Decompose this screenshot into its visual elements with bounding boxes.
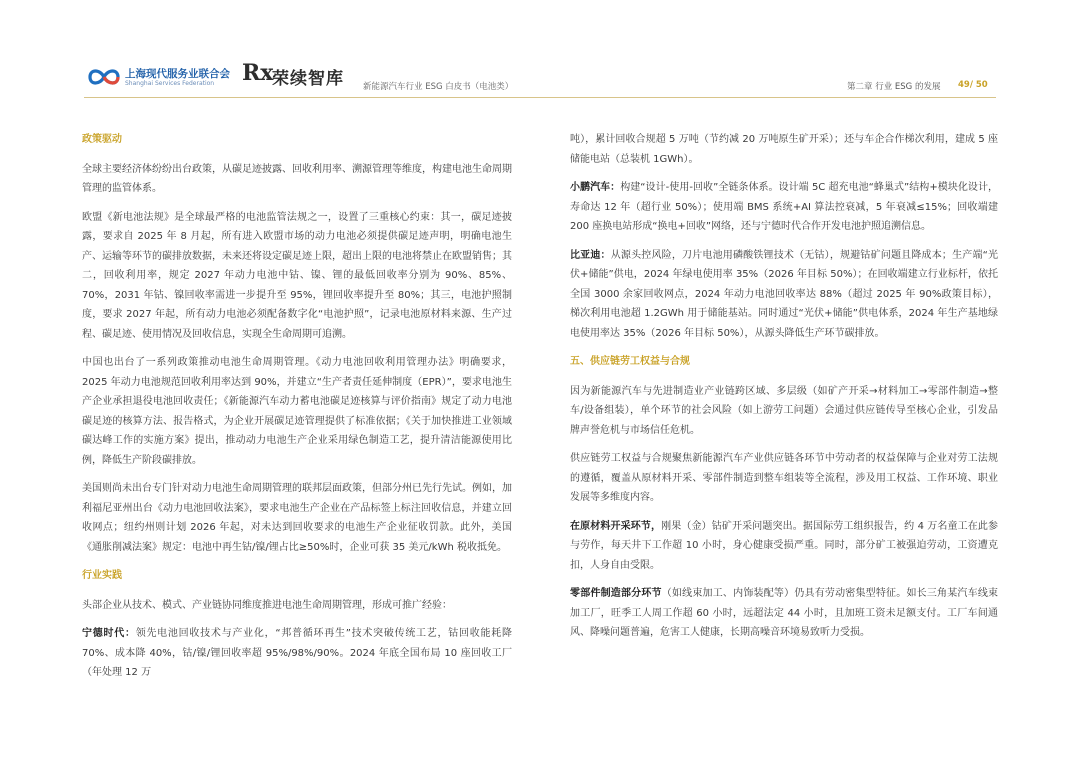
paragraph-lead: 在原材料开采环节， — [570, 520, 662, 532]
section-heading-policy: 政策驱动 — [82, 134, 122, 145]
header-divider — [84, 97, 996, 98]
paragraph: 比亚迪：从源头控风险，刀片电池用磷酸铁锂技术（无钴），规避钴矿问题且降成本；生产端“光伏+储能”供电，2024 年绿电使用率 35%（2026 年目标 50%）；在回收端建立行业标杆，依托全国 3000 余家回收网点，2024 年动力电池回收率达 88%（超过 2025 年 90%政策目标），梯次利用电池超 1.2GWh 用于储能基站。同时通过“光伏+储能”供电体系，2024 年生产基地绿电使用率达 35%（2026 年目标 50%），从源头降低生产环节碳排放。 — [570, 249, 998, 339]
brand-name: 荣续智库 — [272, 69, 344, 89]
paragraph: 吨），累计回收合规超 5 万吨（节约减 20 万吨原生矿开采）；还与车企合作梯次利用，建成 5 座储能电站（总装机 1GWh）。 — [570, 134, 998, 165]
left-column — [82, 130, 512, 692]
chapter-title: 第二章 行业 ESG 的发展 — [847, 82, 941, 92]
right-column — [570, 130, 998, 652]
paragraph: 欧盟《新电池法规》是全球最严格的电池监管法规之一，设置了三重核心约束：其一，碳足迹披露，要求自 2025 年 8 月起，所有进入欧盟市场的动力电池必须提供碳足迹声明，明确电池生产、运输等环节的碳排放数据，未来还将设定碳足迹上限，超出上限的电池将禁止在欧盟销售；其二，回收利用率，规定 2027 年动力电池中钴、镍、锂的最低回收率分别为 90%、85%、70%，2031 年钴、镍回收率需进一步提升至 95%，锂回收率提升至 80%；其三，电池护照制度，要求 2027 年起，所有动力电池必须配备数字化“电池护照”，记录电池原材料来源、生产过程、碳足迹、使用情况及回收信息，实现全生命周期可追溯。 — [82, 211, 512, 340]
paragraph: 宁德时代：领先电池回收技术与产业化，“邦普循环再生”技术突破传统工艺，钴回收能耗降 70%、成本降 40%，钴/镍/锂回收率超 95%/98%/90%。2024 年底全国布局 10 座回收工厂（年处理 12 万 — [82, 628, 512, 678]
section-heading-practice: 行业实践 — [82, 570, 122, 581]
paragraph-lead: 比亚迪： — [570, 249, 611, 261]
paragraph-lead: 小鹏汽车： — [570, 182, 621, 193]
page-number: 49/ 50 — [958, 80, 988, 90]
ssf-logo-icon — [87, 65, 121, 89]
paragraph: 头部企业从技术、模式、产业链协同维度推进电池生命周期管理，形成可推广经验： — [82, 599, 452, 611]
paragraph: 全球主要经济体纷纷出台政策，从碳足迹披露、回收利用率、溯源管理等维度，构建电池生命周期管理的监管体系。 — [82, 163, 512, 194]
paragraph: 美国则尚未出台专门针对动力电池生命周期管理的联邦层面政策，但部分州已先行先试。例如，加利福尼亚州出台《动力电池回收法案》，要求电池生产企业在产品标签上标注回收信息，并建立回收网点；纽约州则计划 2026 年起，对未达到回收要求的电池生产企业征收罚款。此外，美国《通胀削减法案》规定：电池中再生钴/镍/锂占比≥50%时，企业可获 35 美元/kWh 税收抵免。 — [82, 483, 512, 553]
paragraph: 在原材料开采环节，刚果（金）钴矿开采问题突出。据国际劳工组织报告，约 4 万名童工在此参与劳作，每天井下工作超 10 小时，身心健康受损严重。同时，部分矿工被强迫劳动，工资遭克扣，人身自由受限。 — [570, 520, 998, 571]
page-header — [0, 0, 1080, 110]
brand-mark: Rx — [242, 60, 274, 86]
paragraph: 供应链劳工权益与合规聚焦新能源汽车产业供应链各环节中劳动者的权益保障与企业对劳工法规的遵循，覆盖从原材料开采、零部件制造到整车组装等全流程，涉及用工权益、工作环境、职业发展等多维度内容。 — [570, 453, 998, 503]
brand-logo — [242, 62, 362, 92]
paragraph: 中国也出台了一系列政策推动电池生命周期管理。《动力电池回收利用管理办法》明确要求，2025 年动力电池规范回收利用率达到 90%，并建立“生产者责任延伸制度（EPR）”，要求电池生产企业承担退役电池回收责任；《新能源汽车动力蓄电池碳足迹核算与评价指南》规定了动力电池碳足迹的核算方法、报告格式，为企业开展碳足迹管理提供了标准依据；《关于加快推进工业领域碳达峰工作的实施方案》提出，推动动力电池生产企业采用绿色制造工艺，提升清洁能源使用比例，降低生产阶段碳排放。 — [82, 357, 512, 466]
ssf-logo — [87, 63, 247, 93]
paragraph-lead: 零部件制造部分环节 — [570, 588, 662, 599]
section-heading-labor: 五、供应链劳工权益与合规 — [570, 356, 690, 367]
org-name: 上海现代服务业联合会 — [125, 68, 230, 80]
org-name-en: Shanghai Services Federation — [125, 80, 215, 87]
paragraph: 因为新能源汽车与先进制造业产业链跨区域、多层级（如矿产开采→材料加工→零部件制造→整车/设备组装），单个环节的社会风险（如上游劳工问题）会通过供应链传导至核心企业，引发品牌声誉危机与市场信任危机。 — [570, 385, 998, 436]
document-title: 新能源汽车行业 ESG 白皮书（电池类） — [363, 82, 514, 92]
paragraph: 小鹏汽车：构建“设计-使用-回收”全链条体系。设计端 5C 超充电池“蜂巢式”结构+模块化设计，寿命达 12 年（超行业 50%）；使用端 BMS 系统+AI 算法控衰减，5 年衰减≤15%；回收端建 200 座换电站形成“换电+回收”网络，还与宁德时代合作开发电池护照追溯信息。 — [570, 182, 998, 232]
paragraph: 零部件制造部分环节（如线束加工、内饰装配等）仍具有劳动密集型特征。如长三角某汽车线束加工厂，旺季工人周工作超 60 小时，远超法定 44 小时，且加班工资未足额支付。工厂车间通风、降噪问题普遍，危害工人健康，长期高噪音环境易致听力受损。 — [570, 588, 999, 638]
paragraph-lead: 宁德时代： — [82, 628, 136, 639]
